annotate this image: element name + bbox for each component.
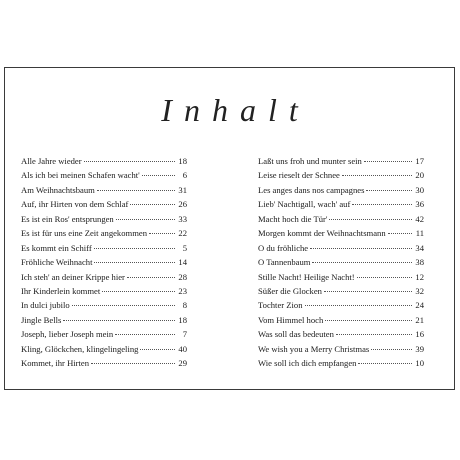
- song-title: Fröhliche Weihnacht: [21, 257, 93, 268]
- toc-entry: [258, 255, 424, 269]
- page-number: 34: [415, 242, 424, 253]
- song-title: Ihr Kinderlein kommet: [21, 285, 101, 296]
- toc-entry: [21, 342, 187, 356]
- page-number: 28: [178, 271, 187, 282]
- dot-leader: [130, 204, 175, 205]
- dot-leader: [149, 233, 175, 234]
- song-title: Tochter Zion: [258, 300, 303, 311]
- song-title: Auf, ihr Hirten von dem Schlaf: [21, 199, 129, 210]
- dot-leader: [305, 305, 413, 306]
- page-number: 33: [178, 213, 187, 224]
- toc-entry: [21, 327, 187, 341]
- page-number: 18: [178, 156, 187, 166]
- dot-leader: [84, 161, 175, 162]
- song-title: Morgen kommt der Weihnachtsmann: [258, 228, 386, 239]
- page-number: 32: [415, 285, 424, 296]
- toc-right-column: [258, 154, 424, 371]
- toc-entry: [21, 284, 187, 298]
- toc-entry: [21, 255, 187, 269]
- song-title: Vom Himmel hoch: [258, 314, 324, 325]
- dot-leader: [336, 334, 412, 335]
- dot-leader: [116, 219, 175, 220]
- page-number: 5: [182, 242, 187, 253]
- song-title: Lieb' Nachtigall, wach' auf: [258, 199, 351, 210]
- page-number: 31: [178, 184, 187, 195]
- toc-entry: [21, 183, 187, 197]
- song-title: Süßer die Glocken: [258, 285, 322, 296]
- song-title: Wie soll ich dich empfangen: [258, 358, 357, 369]
- dot-leader: [364, 161, 412, 162]
- dot-leader: [94, 248, 175, 249]
- page-number: 29: [178, 358, 187, 369]
- page-number: 36: [415, 199, 424, 210]
- dot-leader: [352, 204, 412, 205]
- song-title: Es ist ein Ros' entsprungen: [21, 213, 114, 224]
- dot-leader: [388, 233, 412, 234]
- song-title: Am Weihnachtsbaum: [21, 184, 95, 195]
- page-number: 38: [415, 257, 424, 268]
- toc-entry: [21, 313, 187, 327]
- page-number: 8: [182, 300, 187, 311]
- page-number: 24: [415, 300, 424, 311]
- toc-entry: [258, 183, 424, 197]
- song-title: Kommet, ihr Hirten: [21, 358, 90, 369]
- toc-entry: [258, 212, 424, 226]
- page-number: 17: [415, 156, 424, 166]
- page-number: 21: [415, 314, 424, 325]
- dot-leader: [358, 363, 412, 364]
- page-number: 6: [182, 170, 187, 181]
- dot-leader: [325, 320, 412, 321]
- song-title: Les anges dans nos campagnes: [258, 184, 365, 195]
- song-title: Alle Jahre wieder: [21, 156, 82, 166]
- toc-entry: [21, 168, 187, 182]
- page-number: 40: [178, 343, 187, 354]
- song-title: In dulci jubilo: [21, 300, 70, 311]
- song-title: Jingle Bells: [21, 314, 62, 325]
- toc-entry: [21, 212, 187, 226]
- song-title: Leise rieselt der Schnee: [258, 170, 340, 181]
- page-number: 26: [178, 199, 187, 210]
- dot-leader: [97, 190, 175, 191]
- page-title: Inhalt: [161, 92, 310, 128]
- toc-left-column: [21, 154, 187, 371]
- dot-leader: [371, 349, 412, 350]
- page-number: 22: [178, 228, 187, 239]
- dot-leader: [140, 349, 175, 350]
- toc-entry: [258, 298, 424, 312]
- toc-entry: [258, 154, 424, 168]
- song-title: Joseph, lieber Joseph mein: [21, 329, 114, 340]
- toc-entry: [21, 226, 187, 240]
- toc-entry: [258, 168, 424, 182]
- song-title: O Tannenbaum: [258, 257, 311, 268]
- contents-page: [4, 67, 455, 390]
- song-title: Kling, Glöckchen, klingelingeling: [21, 343, 139, 354]
- page-number: 39: [415, 343, 424, 354]
- toc-entry: [258, 270, 424, 284]
- page-number: 18: [178, 314, 187, 325]
- toc-entry: [21, 197, 187, 211]
- dot-leader: [357, 277, 412, 278]
- page-number: 16: [415, 329, 424, 340]
- toc-entry: [21, 356, 187, 370]
- song-title: O du fröhliche: [258, 242, 309, 253]
- song-title: Ich steh' an deiner Krippe hier: [21, 271, 125, 282]
- song-title: Stille Nacht! Heilige Nacht!: [258, 271, 355, 282]
- page-number: 20: [415, 170, 424, 181]
- dot-leader: [63, 320, 175, 321]
- dot-leader: [310, 248, 412, 249]
- toc-entry: [258, 241, 424, 255]
- dot-leader: [127, 277, 175, 278]
- page-number: 23: [178, 285, 187, 296]
- page-number: 10: [415, 358, 424, 369]
- page-number: 11: [415, 228, 424, 239]
- dot-leader: [324, 291, 412, 292]
- song-title: Laßt uns froh und munter sein: [258, 156, 362, 166]
- toc-entry: [258, 197, 424, 211]
- dot-leader: [72, 305, 175, 306]
- toc-entry: [258, 313, 424, 327]
- toc-entry: [21, 298, 187, 312]
- toc-entry: [21, 241, 187, 255]
- dot-leader: [366, 190, 412, 191]
- song-title: Macht hoch die Tür': [258, 213, 328, 224]
- song-title: Es kommt ein Schiff: [21, 242, 92, 253]
- dot-leader: [342, 175, 412, 176]
- toc-entry: [258, 327, 424, 341]
- page-number: 12: [415, 271, 424, 282]
- song-title: Als ich bei meinen Schafen wacht': [21, 170, 140, 181]
- page-number: 7: [182, 329, 187, 340]
- dot-leader: [142, 175, 175, 176]
- song-title: We wish you a Merry Christmas: [258, 343, 370, 354]
- song-title: Was soll das bedeuten: [258, 329, 334, 340]
- dot-leader: [94, 262, 175, 263]
- dot-leader: [329, 219, 412, 220]
- dot-leader: [91, 363, 175, 364]
- page-number: 42: [415, 213, 424, 224]
- toc-entry: [258, 356, 424, 370]
- dot-leader: [115, 334, 175, 335]
- toc-entry: [21, 154, 187, 168]
- toc-entry: [258, 342, 424, 356]
- page-number: 30: [415, 184, 424, 195]
- dot-leader: [102, 291, 175, 292]
- toc-entry: [258, 284, 424, 298]
- toc-entry: [258, 226, 424, 240]
- song-title: Es ist für uns eine Zeit angekommen: [21, 228, 148, 239]
- toc-entry: [21, 270, 187, 284]
- dot-leader: [312, 262, 412, 263]
- page-number: 14: [178, 257, 187, 268]
